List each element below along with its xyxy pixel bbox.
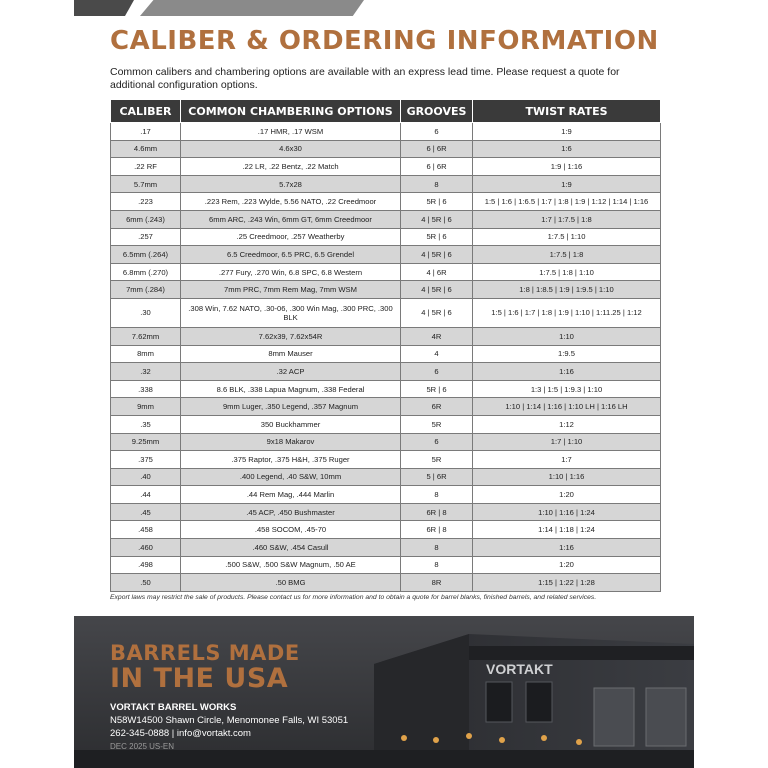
grooves-cell: 5R | 6 [401, 380, 473, 398]
caliber-cell: .458 [111, 521, 181, 539]
chambering-options-cell: .32 ACP [181, 363, 401, 381]
grooves-cell: 4 | 6R [401, 263, 473, 281]
header-grooves: GROOVES [401, 100, 473, 123]
caliber-cell: .460 [111, 539, 181, 557]
table-row [111, 574, 661, 592]
twist-rates-cell: 1:7.5 | 1:8 | 1:10 [473, 263, 661, 281]
footer-banner [74, 616, 694, 768]
grooves-cell: 5 | 6R [401, 468, 473, 486]
twist-rates-cell: 1:12 [473, 415, 661, 433]
chambering-options-cell: .375 Raptor, .375 H&H, .375 Ruger [181, 451, 401, 469]
table-row [111, 345, 661, 363]
table-row [111, 193, 661, 211]
caliber-table-header [111, 100, 661, 123]
chambering-options-cell: .22 LR, .22 Bentz, .22 Match [181, 158, 401, 176]
grooves-cell: 6R [401, 398, 473, 416]
header-twist-rates: TWIST RATES [473, 100, 661, 123]
twist-rates-cell: 1:10 [473, 327, 661, 345]
table-row [111, 521, 661, 539]
caliber-cell: .375 [111, 451, 181, 469]
twist-rates-cell: 1:7.5 | 1:10 [473, 228, 661, 246]
twist-rates-cell: 1:20 [473, 556, 661, 574]
twist-rates-cell: 1:7 | 1:10 [473, 433, 661, 451]
chambering-options-cell: 8.6 BLK, .338 Lapua Magnum, .338 Federal [181, 380, 401, 398]
table-row [111, 298, 661, 327]
chambering-options-cell: 7.62x39, 7.62x54R [181, 327, 401, 345]
caliber-table-body [111, 123, 661, 592]
chambering-options-cell: 5.7x28 [181, 175, 401, 193]
company-contact: 262-345-0888 | info@vortakt.com [110, 728, 251, 739]
header-chambering-options: COMMON CHAMBERING OPTIONS [181, 100, 401, 123]
company-name: VORTAKT BARREL WORKS [110, 702, 237, 713]
twist-rates-cell: 1:20 [473, 486, 661, 504]
table-row [111, 503, 661, 521]
grooves-cell: 8 [401, 556, 473, 574]
caliber-cell: 6.5mm (.264) [111, 246, 181, 264]
top-decorative-bar [74, 0, 694, 16]
slogan-line-2: IN THE USA [110, 663, 289, 694]
caliber-cell: .498 [111, 556, 181, 574]
made-in-usa-slogan [110, 640, 300, 692]
table-row [111, 263, 661, 281]
chambering-options-cell: 9mm Luger, .350 Legend, .357 Magnum [181, 398, 401, 416]
twist-rates-cell: 1:10 | 1:16 | 1:24 [473, 503, 661, 521]
twist-rates-cell: 1:10 | 1:16 [473, 468, 661, 486]
grooves-cell: 5R [401, 415, 473, 433]
export-footnote: Export laws may restrict the sale of products. Please contact us for more information and to obtain a quote for barrel blanks, finished barrels, and related services. [110, 594, 597, 601]
twist-rates-cell: 1:7 [473, 451, 661, 469]
grooves-cell: 8 [401, 175, 473, 193]
caliber-cell: .257 [111, 228, 181, 246]
twist-rates-cell: 1:7.5 | 1:8 [473, 246, 661, 264]
grooves-cell: 6 [401, 433, 473, 451]
caliber-cell: .338 [111, 380, 181, 398]
table-row [111, 398, 661, 416]
table-row [111, 380, 661, 398]
caliber-cell: 5.7mm [111, 175, 181, 193]
grooves-cell: 4 | 5R | 6 [401, 298, 473, 327]
chambering-options-cell: 350 Buckhammer [181, 415, 401, 433]
table-row [111, 363, 661, 381]
twist-rates-cell: 1:10 | 1:14 | 1:16 | 1:10 LH | 1:16 LH [473, 398, 661, 416]
grooves-cell: 5R | 6 [401, 228, 473, 246]
grooves-cell: 4 | 5R | 6 [401, 246, 473, 264]
caliber-cell: .45 [111, 503, 181, 521]
caliber-cell: 6.8mm (.270) [111, 263, 181, 281]
caliber-cell: .223 [111, 193, 181, 211]
chambering-options-cell: 8mm Mauser [181, 345, 401, 363]
caliber-cell: 8mm [111, 345, 181, 363]
chambering-options-cell: .400 Legend, .40 S&W, 10mm [181, 468, 401, 486]
table-row [111, 158, 661, 176]
building-sign-text: VORTAKT [486, 661, 553, 677]
caliber-table [110, 99, 661, 592]
caliber-cell: .22 RF [111, 158, 181, 176]
document-id: DEC 2025 US-EN [110, 742, 175, 751]
caliber-cell: .40 [111, 468, 181, 486]
grooves-cell: 5R [401, 451, 473, 469]
slogan-line-1: BARRELS MADE [110, 641, 300, 665]
table-row [111, 556, 661, 574]
twist-rates-cell: 1:16 [473, 539, 661, 557]
caliber-cell: .35 [111, 415, 181, 433]
twist-rates-cell: 1:16 [473, 363, 661, 381]
twist-rates-cell: 1:5 | 1:6 | 1:6.5 | 1:7 | 1:8 | 1:9 | 1:12 | 1:14 | 1:16 [473, 193, 661, 211]
spec-sheet-page [74, 0, 694, 768]
chambering-options-cell: 9x18 Makarov [181, 433, 401, 451]
table-row [111, 451, 661, 469]
grooves-cell: 8R [401, 574, 473, 592]
caliber-cell: .17 [111, 123, 181, 141]
table-row [111, 486, 661, 504]
table-row [111, 281, 661, 299]
grooves-cell: 4 | 5R | 6 [401, 210, 473, 228]
twist-rates-cell: 1:5 | 1:6 | 1:7 | 1:8 | 1:9 | 1:10 | 1:11.25 | 1:12 [473, 298, 661, 327]
twist-rates-cell: 1:6 [473, 140, 661, 158]
caliber-cell: .44 [111, 486, 181, 504]
twist-rates-cell: 1:9 | 1:16 [473, 158, 661, 176]
table-row [111, 210, 661, 228]
header-row [111, 100, 661, 123]
caliber-cell: 6mm (.243) [111, 210, 181, 228]
top-stripe-dark [74, 0, 134, 16]
header-caliber: CALIBER [111, 100, 181, 123]
grooves-cell: 8 [401, 486, 473, 504]
table-row [111, 175, 661, 193]
table-row [111, 228, 661, 246]
grooves-cell: 6 | 6R [401, 140, 473, 158]
grooves-cell: 4 | 5R | 6 [401, 281, 473, 299]
twist-rates-cell: 1:9.5 [473, 345, 661, 363]
table-row [111, 433, 661, 451]
chambering-options-cell: .44 Rem Mag, .444 Marlin [181, 486, 401, 504]
grooves-cell: 6R | 8 [401, 503, 473, 521]
chambering-options-cell: .308 Win, 7.62 NATO, .30-06, .300 Win Mag, .300 PRC, .300 BLK [181, 298, 401, 327]
chambering-options-cell: .17 HMR, .17 WSM [181, 123, 401, 141]
table-row [111, 140, 661, 158]
table-row [111, 123, 661, 141]
table-row [111, 246, 661, 264]
chambering-options-cell: 4.6x30 [181, 140, 401, 158]
caliber-cell: 7mm (.284) [111, 281, 181, 299]
chambering-options-cell: .500 S&W, .500 S&W Magnum, .50 AE [181, 556, 401, 574]
caliber-cell: .50 [111, 574, 181, 592]
intro-text: Common calibers and chambering options are available with an express lead time. Please request a quote for additional configuration options. [110, 66, 620, 91]
table-row [111, 468, 661, 486]
table-row [111, 539, 661, 557]
grooves-cell: 6 [401, 363, 473, 381]
chambering-options-cell: .458 SOCOM, .45-70 [181, 521, 401, 539]
page-title: CALIBER & ORDERING INFORMATION [110, 26, 659, 56]
chambering-options-cell: 6mm ARC, .243 Win, 6mm GT, 6mm Creedmoor [181, 210, 401, 228]
caliber-cell: 4.6mm [111, 140, 181, 158]
chambering-options-cell: 6.5 Creedmoor, 6.5 PRC, 6.5 Grendel [181, 246, 401, 264]
grooves-cell: 5R | 6 [401, 193, 473, 211]
twist-rates-cell: 1:8 | 1:8.5 | 1:9 | 1:9.5 | 1:10 [473, 281, 661, 299]
twist-rates-cell: 1:15 | 1:22 | 1:28 [473, 574, 661, 592]
caliber-cell: .30 [111, 298, 181, 327]
chambering-options-cell: .25 Creedmoor, .257 Weatherby [181, 228, 401, 246]
chambering-options-cell: .277 Fury, .270 Win, 6.8 SPC, 6.8 Western [181, 263, 401, 281]
chambering-options-cell: .460 S&W, .454 Casull [181, 539, 401, 557]
twist-rates-cell: 1:7 | 1:7.5 | 1:8 [473, 210, 661, 228]
caliber-cell: 9.25mm [111, 433, 181, 451]
twist-rates-cell: 1:3 | 1:5 | 1:9.3 | 1:10 [473, 380, 661, 398]
chambering-options-cell: .223 Rem, .223 Wylde, 5.56 NATO, .22 Creedmoor [181, 193, 401, 211]
grooves-cell: 6R | 8 [401, 521, 473, 539]
chambering-options-cell: 7mm PRC, 7mm Rem Mag, 7mm WSM [181, 281, 401, 299]
twist-rates-cell: 1:14 | 1:18 | 1:24 [473, 521, 661, 539]
chambering-options-cell: .50 BMG [181, 574, 401, 592]
caliber-cell: .32 [111, 363, 181, 381]
grooves-cell: 4R [401, 327, 473, 345]
table-row [111, 327, 661, 345]
grooves-cell: 8 [401, 539, 473, 557]
grooves-cell: 6 [401, 123, 473, 141]
twist-rates-cell: 1:9 [473, 175, 661, 193]
caliber-cell: 9mm [111, 398, 181, 416]
twist-rates-cell: 1:9 [473, 123, 661, 141]
table-row [111, 415, 661, 433]
grooves-cell: 6 | 6R [401, 158, 473, 176]
caliber-cell: 7.62mm [111, 327, 181, 345]
chambering-options-cell: .45 ACP, .450 Bushmaster [181, 503, 401, 521]
company-address: N58W14500 Shawn Circle, Menomonee Falls, WI 53051 [110, 715, 349, 726]
grooves-cell: 4 [401, 345, 473, 363]
top-stripe-gray [140, 0, 364, 16]
